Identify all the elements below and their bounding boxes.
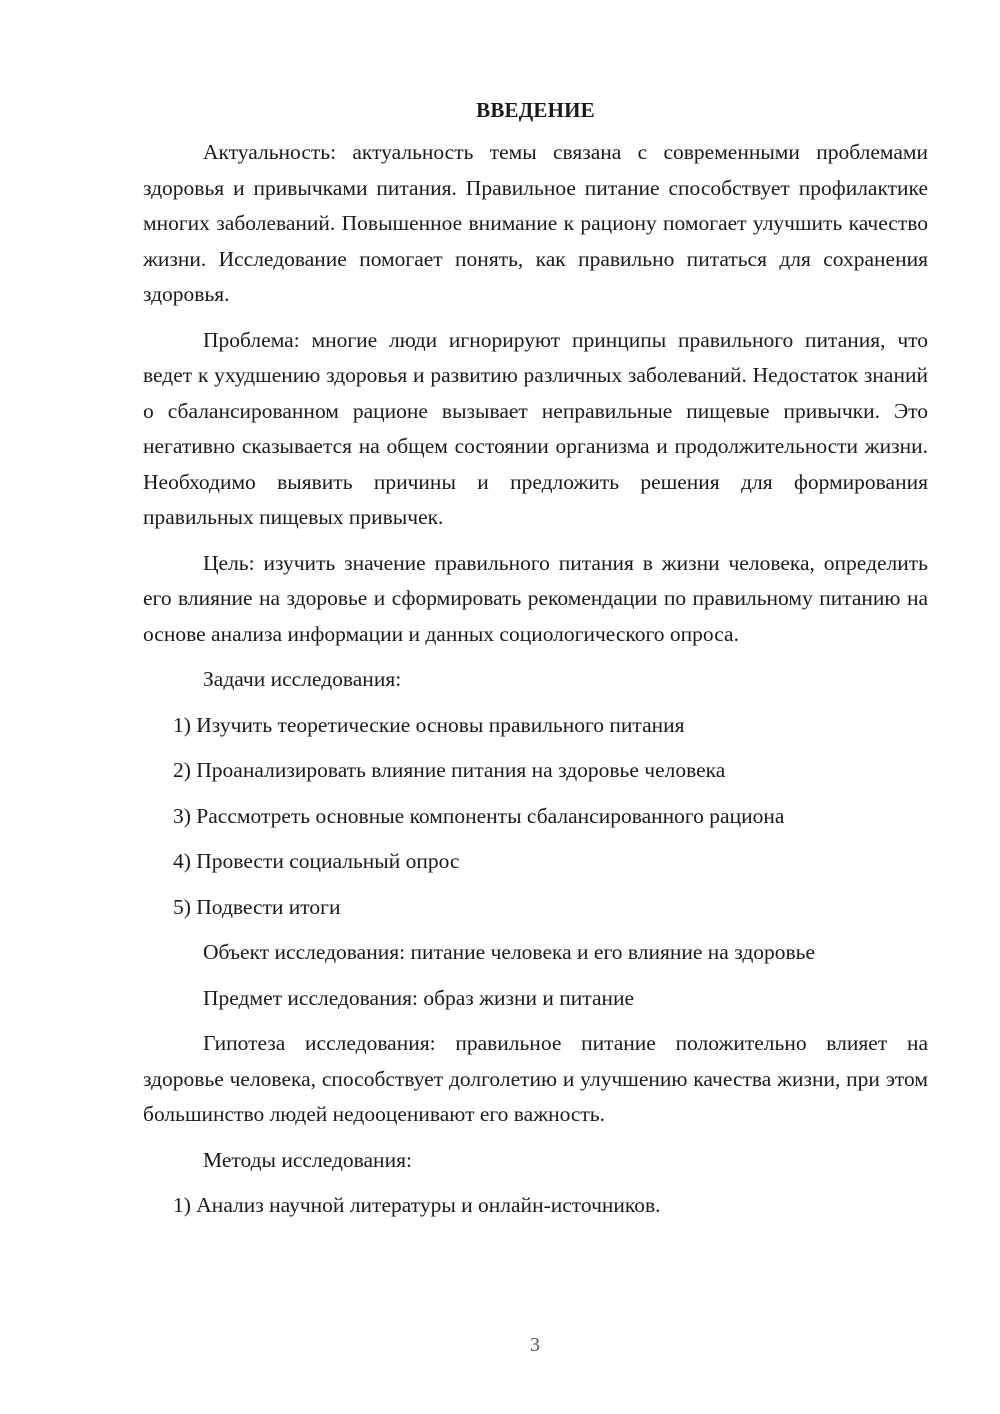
goal-paragraph: Цель: изучить значение правильного питания в жизни человека, определить его влияние на здоровье и сформировать рекомендации по правильному питанию на основе анализа информации и данных социологического опроса. [143, 550, 928, 646]
research-object: Объект исследования: питание человека и его влияние на здоровье [203, 940, 816, 964]
document-page [143, 93, 928, 1234]
page-number: 3 [530, 1334, 540, 1356]
task-item-2: 2) Проанализировать влияние питания на здоровье человека [173, 758, 726, 782]
task-item-1: 1) Изучить теоретические основы правильного питания [173, 712, 685, 737]
task-item-5: 5) Подвести итоги [173, 894, 341, 919]
tasks-heading: Задачи исследования: [203, 667, 402, 691]
method-item-1: 1) Анализ научной литературы и онлайн-источников. [173, 1193, 661, 1217]
relevance-paragraph: Актуальность: актуальность темы связана с современными проблемами здоровья и привычками питания. Правильное питание способствует профилактике многих заболеваний. Повышенное внимание к рациону помогает улучшить качество жизни. Исследование помогает понять, как правильно питаться для сохранения здоровья. [143, 140, 928, 306]
task-item-4: 4) Провести социальный опрос [173, 849, 460, 873]
task-item-3: 3) Рассмотреть основные компоненты сбалансированного рациона [173, 803, 785, 828]
page-title: ВВЕДЕНИЕ [476, 98, 595, 122]
problem-paragraph: Проблема: многие люди игнорируют принципы правильного питания, что ведет к ухудшению здоровья и развитию различных заболеваний. Недостаток знаний о сбалансированном рационе вызывает неправильные пищевые привычки. Это негативно сказывается на общем состоянии организма и продолжительности жизни. Необходимо выявить причины и предложить решения для формирования правильных пищевых привычек. [143, 327, 928, 529]
hypothesis-paragraph: Гипотеза исследования: правильное питание положительно влияет на здоровье человека, способствует долголетию и улучшению качества жизни, при этом большинство людей недооценивают его важность. [143, 1031, 928, 1126]
research-subject: Предмет исследования: образ жизни и питание [203, 985, 635, 1010]
methods-heading: Методы исследования: [203, 1147, 412, 1172]
